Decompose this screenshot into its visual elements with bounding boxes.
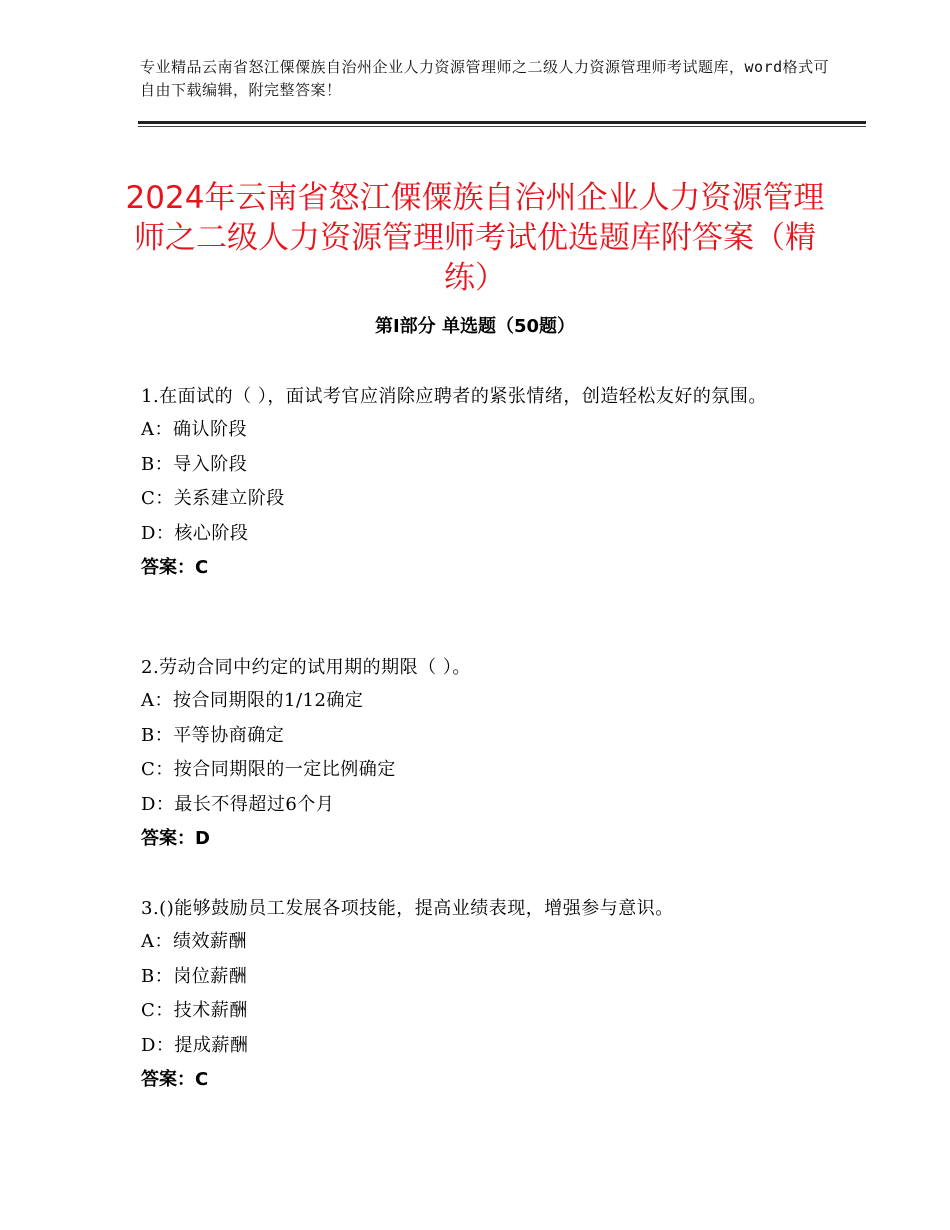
header-rule-thin xyxy=(138,126,866,127)
option-a: A：确认阶段 xyxy=(141,419,247,440)
option-b: B：岗位薪酬 xyxy=(141,965,248,987)
header-note: 专业精品云南省怒江傈僳族自治州企业人力资源管理师之二级人力资源管理师考试题库，word格式可自由下载编辑，附完整答案！ xyxy=(140,58,830,99)
option-b: B：平等协商确定 xyxy=(141,724,285,746)
option-d: D：核心阶段 xyxy=(141,522,249,544)
option-d: D：提成薪酬 xyxy=(141,1034,249,1056)
header-rule-thick xyxy=(138,121,866,124)
answer-label: 答案：D xyxy=(141,828,210,849)
question-stem: 1.在面试的（ ），面试考官应消除应聘者的紧张情绪，创造轻松友好的氛围。 xyxy=(141,386,767,407)
option-a: A：绩效薪酬 xyxy=(141,931,247,952)
option-d: D：最长不得超过6个月 xyxy=(141,793,335,815)
question-1 xyxy=(141,380,821,586)
section-heading: 第Ⅰ部分 单选题（50题） xyxy=(374,316,575,337)
option-b: B：导入阶段 xyxy=(141,453,248,475)
question-2 xyxy=(141,651,821,857)
option-c: C：关系建立阶段 xyxy=(141,488,285,509)
option-a: A：按合同期限的1/12确定 xyxy=(141,690,364,711)
question-stem: 2.劳动合同中约定的试用期的期限（ ）。 xyxy=(141,657,471,678)
document-title: 2024年云南省怒江傈僳族自治州企业人力资源管理师之二级人力资源管理师考试优选题库附答案（精练） xyxy=(125,179,825,296)
answer-label: 答案：C xyxy=(141,1069,209,1090)
question-3 xyxy=(141,892,821,1098)
option-c: C：按合同期限的一定比例确定 xyxy=(141,759,396,780)
question-stem: 3.()能够鼓励员工发展各项技能，提高业绩表现，增强参与意识。 xyxy=(141,898,674,919)
option-c: C：技术薪酬 xyxy=(141,1000,248,1021)
answer-label: 答案：C xyxy=(141,557,209,578)
